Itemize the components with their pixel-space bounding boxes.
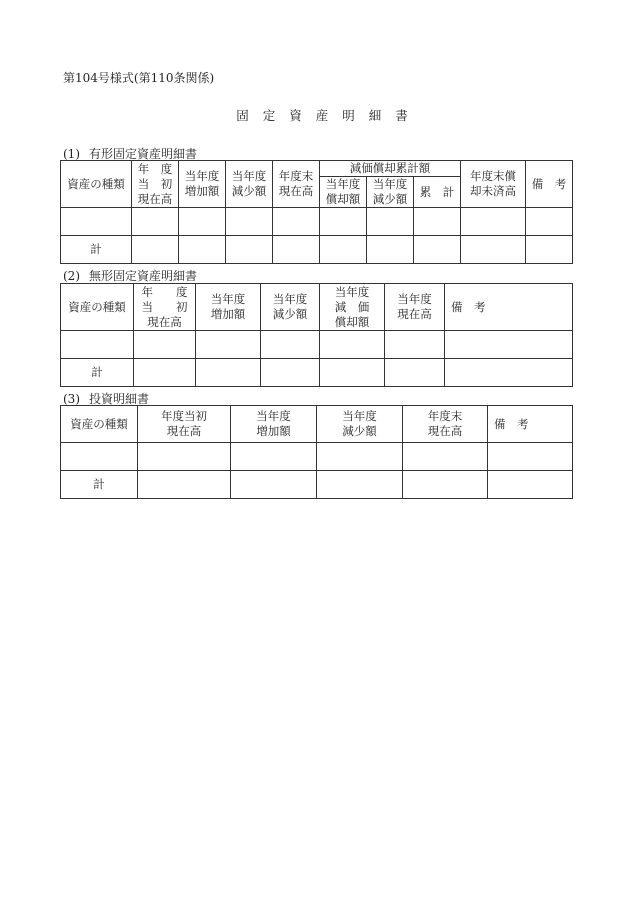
data-row xyxy=(61,331,573,359)
header-end-balance: 年度末 現在高 xyxy=(403,406,488,443)
header-remarks: 備 考 xyxy=(488,406,573,443)
header-increase: 当年度 増加額 xyxy=(179,161,226,208)
header-decrease: 当年度 減少額 xyxy=(317,406,403,443)
total-label: 計 xyxy=(61,471,138,499)
header-end-balance: 年度末 現在高 xyxy=(273,161,320,208)
total-label: 計 xyxy=(61,359,134,387)
total-row xyxy=(61,236,573,264)
header-asset-type: 資産の種類 xyxy=(61,406,138,443)
header-asset-type: 資産の種類 xyxy=(61,284,134,331)
header-remarks: 備 考 xyxy=(526,161,573,208)
section-3-number: (3) xyxy=(63,392,80,406)
header-depreciation-decrease: 当年度 減少額 xyxy=(367,177,414,208)
header-accumulated-depreciation: 減価償却累計額 xyxy=(320,161,461,177)
total-row xyxy=(61,359,573,387)
header-end-undepreciated: 年度末償 却未済高 xyxy=(461,161,526,208)
document-title: 固定資産明細書 xyxy=(236,108,422,123)
header-depreciation: 当年度 減 価 償却額 xyxy=(320,284,385,331)
header-asset-type: 資産の種類 xyxy=(61,161,132,208)
header-depreciation-total: 累 計 xyxy=(414,177,461,208)
total-label: 計 xyxy=(61,236,132,264)
header-remarks: 備 考 xyxy=(445,284,573,331)
form-number: 第104号様式(第110条関係) xyxy=(63,71,215,85)
data-row xyxy=(61,443,573,471)
section-2-title: 無形固定資産明細書 xyxy=(89,269,198,283)
tangible-assets-table xyxy=(60,160,573,264)
header-begin-balance: 年 度 当 初 現在高 xyxy=(134,284,196,331)
header-decrease: 当年度 減少額 xyxy=(261,284,320,331)
section-2-number: (2) xyxy=(63,269,80,283)
header-end-balance: 当年度 現在高 xyxy=(385,284,445,331)
header-depreciation-current: 当年度 償却額 xyxy=(320,177,367,208)
section-2-heading xyxy=(63,267,197,284)
section-3-title: 投資明細書 xyxy=(89,392,150,406)
header-increase: 当年度 増加額 xyxy=(196,284,261,331)
header-increase: 当年度 増加額 xyxy=(231,406,317,443)
data-row xyxy=(61,208,573,236)
section-1-number: (1) xyxy=(63,147,80,161)
section-1-title: 有形固定資産明細書 xyxy=(89,147,198,161)
header-begin-balance: 年 度 当 初 現在高 xyxy=(132,161,179,208)
header-decrease: 当年度 減少額 xyxy=(226,161,273,208)
total-row xyxy=(61,471,573,499)
intangible-assets-table xyxy=(60,283,573,387)
investments-table xyxy=(60,405,573,499)
header-begin-balance: 年度当初 現在高 xyxy=(138,406,231,443)
